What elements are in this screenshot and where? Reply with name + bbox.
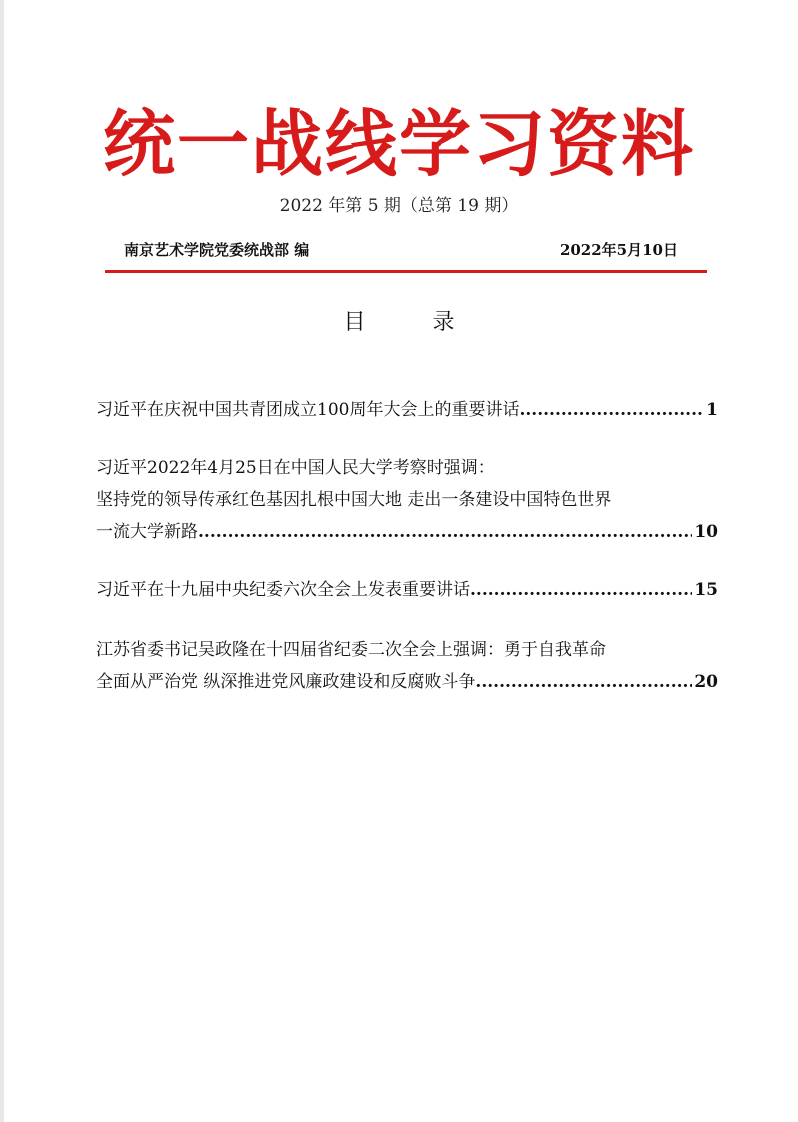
toc-entry-line: 坚持党的领导传承红色基因扎根中国大地 走出一条建设中国特色世界 — [96, 490, 612, 510]
toc-entry-title: 一流大学新路 — [96, 522, 198, 542]
issue-number: 2022 年第 5 期（总第 19 期） — [279, 196, 519, 216]
masthead-title: 统一战线学习资料 — [102, 101, 695, 186]
toc-entry-line — [96, 516, 718, 548]
toc-leader-dots — [519, 394, 704, 426]
table-of-contents — [96, 394, 718, 698]
header-divider — [105, 270, 707, 273]
toc-entry[interactable] — [96, 634, 718, 698]
publish-date: 2022年5月10日 — [559, 241, 678, 259]
toc-entry-title: 习近平在庆祝中国共青团成立100周年大会上的重要讲话 — [96, 400, 520, 420]
toc-heading: 目 录 — [343, 310, 485, 335]
toc-entry[interactable] — [96, 394, 718, 426]
toc-page-number: 10 — [694, 522, 718, 542]
toc-entry-title: 全面从严治党 纵深推进党风廉政建设和反腐败斗争 — [96, 672, 476, 692]
publisher: 南京艺术学院党委统战部 编 — [124, 241, 310, 259]
toc-leader-dots — [475, 666, 692, 698]
toc-entry-line — [96, 394, 718, 426]
toc-entry[interactable] — [96, 574, 718, 606]
toc-entry[interactable] — [96, 452, 718, 548]
toc-entry-line — [96, 574, 718, 606]
toc-page-number: 15 — [694, 580, 718, 600]
toc-leader-dots — [198, 516, 692, 548]
toc-page-number: 1 — [706, 400, 718, 420]
toc-entry-line: 江苏省委书记吴政隆在十四届省纪委二次全会上强调：勇于自我革命 — [96, 640, 606, 660]
toc-entry-line — [96, 666, 718, 698]
toc-entry-title: 习近平在十九届中央纪委六次全会上发表重要讲话 — [96, 580, 470, 600]
toc-leader-dots — [470, 574, 692, 606]
toc-entry-line: 习近平2022年4月25日在中国人民大学考察时强调： — [96, 458, 495, 478]
toc-page-number: 20 — [694, 672, 718, 692]
